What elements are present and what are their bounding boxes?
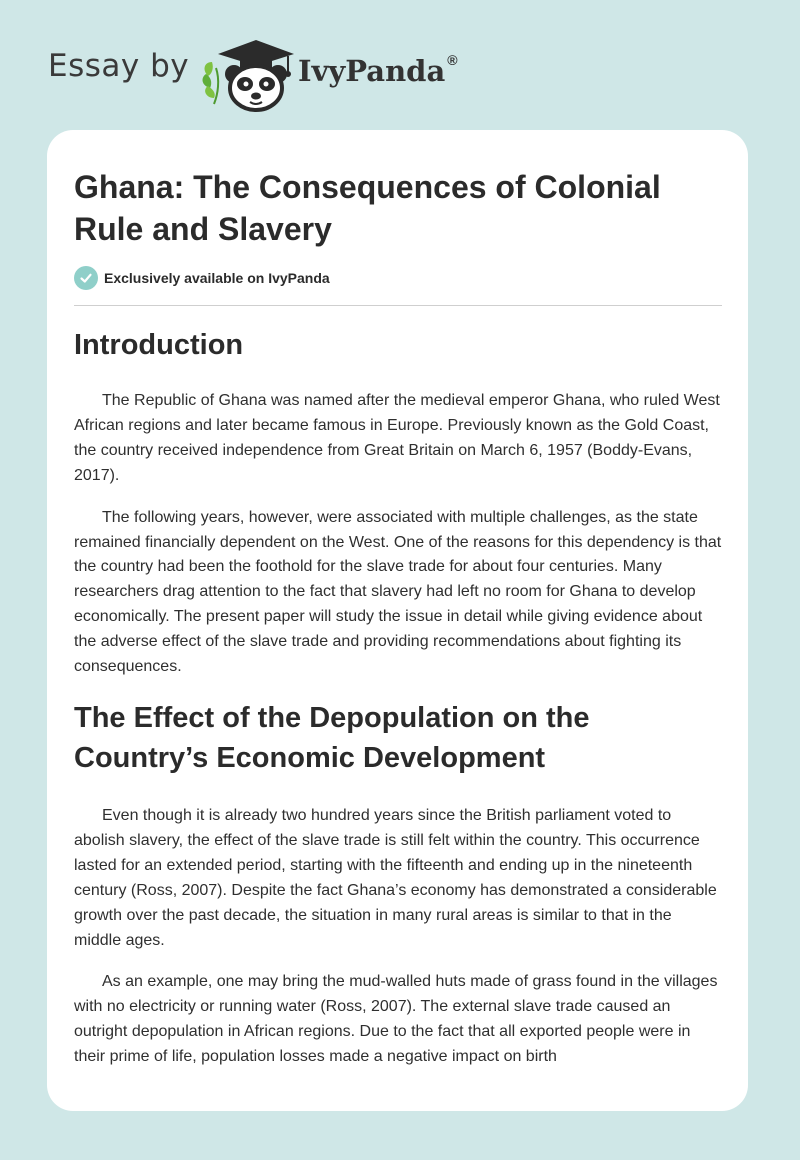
badge-label: Exclusively available on IvyPanda xyxy=(104,270,330,286)
section-heading-introduction: Introduction xyxy=(74,329,244,361)
paragraph: The Republic of Ghana was named after the medieval emperor Ghana, who ruled West African regions and later became famous in Europe. Previously known as the Gold Coast, the country received independence from Great Britain on March 6, 1957 (Boddy-Evans, 2017). xyxy=(74,392,720,484)
paragraph: Even though it is already two hundred years since the British parliament voted to abolish slavery, the effect of the slave trade is still felt within the country. This occurrence lasted for an extended period, starting with the fifteenth and ending up in the nineteenth century (Ross, 2007). Despite the fact Ghana’s economy has demonstrated a considerable growth over the past decade, the situation in many rural areas is similar to that in the middle ages. xyxy=(74,806,717,949)
brand-name-text: IvyPanda xyxy=(298,54,446,88)
essay-by-label: Essay by xyxy=(48,48,190,84)
page-title: Ghana: The Consequences of Colonial Rule and Slavery xyxy=(74,169,661,247)
exclusive-badge xyxy=(74,264,722,292)
brand-name[interactable] xyxy=(298,52,458,88)
divider xyxy=(74,305,722,306)
paragraph: As an example, one may bring the mud-walled huts made of grass found in the villages with no electricity or running water (Ross, 2007). The external slave trade caused an outright depopulation in African regions. Due to the fact that all exported people were in their prime of life, population losses made a negative impact on birth xyxy=(74,973,718,1066)
check-circle-icon xyxy=(74,266,98,290)
registered-mark: ® xyxy=(447,52,458,68)
panda-graduate-icon[interactable] xyxy=(200,32,296,112)
site-header xyxy=(48,30,648,120)
paragraph: The following years, however, were associated with multiple challenges, as the state remained financially dependent on the West. One of the reasons for this dependency is that the country had been the foothold for the slave trade for about four centuries. Many researchers drag attention to the fact that slavery had left no room for Ghana to develop economically. The present paper will study the issue in detail while giving evidence about the adverse effect of the slave trade and providing recommendations about fighting its consequences. xyxy=(74,508,722,676)
section-heading-depopulation-effect: The Effect of the Depopulation on the Country’s Economic Development xyxy=(74,701,590,774)
article-card xyxy=(47,130,748,1111)
